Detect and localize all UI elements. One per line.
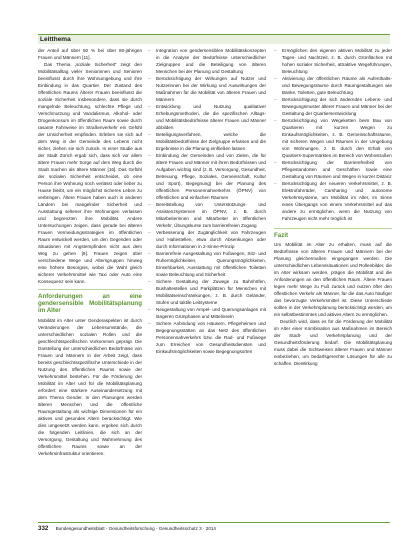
list-item: – Sichere Gestaltung der Zuwege zu Bahnhöfen, Bushaltestellen und Parkplätzen für Menschen mit Mobilitätseinschränkungen, z. B. durch Geländer, Stufen und taktile Leitsysteme — [148, 278, 266, 306]
list-item: – Neugestaltung von Ampel- und Querungsanlagen mit längeren Grünphasen und Mittelinseln — [148, 306, 266, 320]
section-label: Leitthema — [40, 36, 71, 43]
paragraph: Deutlich wird, dass es für die Förderung der Mobilität im Alter einer Kombination aus Maßnahmen im Bereich der Stadt- und Verkehrsplanung und der Gesundheitsförderung bedarf. Die Mobilitätsplanung muss dabei die Sichtweisen älterer Frauen und Männer einbeziehen, um bedarfsgerechte Lösungen für alle zu schaffen. DieWirkung — [274, 319, 392, 367]
list-item: – Bereitstellung von Unterstützungs- und Assistenzsystemen im ÖPNV, z. B. durch Mitarbeiterinnen und Mitarbeiter im öffentlichen Verkehr, Übungskurse zum barrierefreien Zugang — [148, 201, 266, 229]
list-item: – Berücksichtigung von Wegeketten beim Bau von Quartieren mit kurzen Wegen zu Einkaufsmöglichkeiten, z. B. Gemeinschaftsräume, mit sicheren Wegen und Räumen in der Umgebung von Wohnungen, z. B. durch den Erhalt von Quartiers-Supermärkten im Bereich von Wohnstraßen — [274, 117, 392, 159]
paragraph: Um Mobilität im Alter zu erhalten, muss auf die Bedürfnisse von älteren Frauen und Männern bei der Planung gleichermaßen eingegangen werden. Die unterschiedlichen Lebenssituationen und Rollenbilder, die im Alter wirksam werden, prägen die Mobilität und die Anforderungen an den öffentlichen Raum. Ältere Frauen legen mehr Wege zu Fuß zurück und nutzen öfter den öffentlichen Verkehr als Männer, für die das Auto häufiger das bevorzugte Verkehrsmittel ist. Diese Unterschiede sollten in der Verkehrsplanung berücksichtigt werden, um ein selbstbestimmtes und aktives Altern zu ermöglichen. — [274, 242, 392, 318]
paragraph: Das Thema „soziale Sicherheit“ zeigt den Mobilitätsalltag vieler Seniorinnen und Senioren beeinflusst durch ihre Wohnumgebung und ihre Einbindung in das Quartier. Der Zustand des öffentlichen Raums Älterer Frauen beeinflusst die soziale Sicherheit insbesondere, dass sie durch mangelnde Beleuchtung, schlechte Pflege und Verschmutzung und Vandalismus, Alkohol- oder Drogenkonsum im öffentlichen Raum sowie durch rasante Fahrweise im Straßenverkehr ein Gefühl der Unsicherheit empfinden. Erleben sie sich auf dem Weg in der Gemeinde des Lebens nicht sicher, ziehen sie sich zurück. In einer Studie aus der Stadt Zürich ergab sich, dass sich vor allem ältere Frauen mehr Sorge auf dem Weg durch die Stadt machen als ältere Männer [16]. Das Gefühl der sozialen Sicherheit entscheidet, ob eine Person ihre Wohnung noch verlässt oder lieber zu Hause bleibt, um ein möglichst sicheres Leben zu verbringen. Ältere Frauen haben auch in anderen Ländern bei mangelnder Sicherheit und Ausstattung seltener ihre Wohnungen verlassen und begrenzten ihre Mobilität. Andere Untersuchungen zeigen, dass gerade bei älteren Frauen Vermeidungsstrategien im öffentlichen Raum entwickelt werden, um den Gegenden oder Situationen mit Angstempfinden nicht aus dem Weg zu gehen [9]. Frauen zeigen über verschiedene Wege und Altersgruppen hinweg eine höhere Besorgnis, wobei die Wahl gleich sicherer Verkehrsmittel wie Taxi oder Auto eine Konsequenz sein kann. — [38, 62, 142, 284]
list-item: – Berücksichtigung der neueren Verkehrsmittel, z. B. Elektrofahrräder, Carsharing und autonome Verkehrssysteme, um Mobilität im Alter, im Sinne eines Übergangs von einem Verkehrsmittel auf das andere zu ermöglichen, wenn die Nutzung von Fahrzeugen nicht mehr möglich ist — [274, 180, 392, 222]
paragraph: Mobilität im Alter unter Genderaspekten ist durch Veränderungen der Lebensumstände, die unterschiedlichen sozialen Rollen und die geschlechtsspezifischen Vorkommen geprägt. Die Darstellung der unterschiedlichen Bedürfnisse von Frauen und Männern in der Arbeit zeigt, dass bereits geschlechtsspezifische Unterschiede in der Nutzung des öffentlichen Raums sowie der Verkehrsmittel bestehen. Für die Förderung der Mobilität im Alter und für die Mobilitätsplanung erfordert eine stärkere Auseinandersetzung mit dem Thema Gender. In den Planungen werden älteren Menschen und die öffentliche Raumgestaltung als wichtige Dimensionen für ein aktives und gesundes Altern berücksichtigt. Wie dies umgesetzt werden kann, ergeben sich durch die folgenden Leitlinien, die sich an der Versorgung, Gestaltung und Wahrnehmung des öffentlichen Raums sowie an der Verkehrsinfrastruktur orientieren. — [38, 317, 142, 456]
list-item: – Verbesserung der Zugänglichkeit von Fahrzeugen und Haltestellen, etwa durch Absenkungen oder durch Informationen in 2-Sinne-Prinzip — [148, 229, 266, 250]
paragraph: der Anteil auf über 50 % bei über 80-jährigen Frauen und Männern [11]. — [38, 48, 142, 60]
journal-citation: Bundesgesundheitsblatt - Gesundheitsforschung - Gesundheitsschutz 3 · 2014 — [55, 526, 216, 531]
list-item: – Ermöglichen des eigenen aktiven Mobilität zu jeder Tages- und Nachtzeit, z. B. durch Grünflächen mit hohen sozialer Sicherheit, attraktive Wegeführungen, Beleuchtung — [274, 47, 392, 75]
list-item: – Integration von gendersensiblen Mobilitätskonzepten in die Analyse der Bedürfnisse unterschiedlicher Zielgruppen und die Beteiligung von älteren Menschen bei der Planung und Gestaltung — [148, 47, 266, 75]
column-right — [274, 47, 392, 367]
list-item: – Berücksichtigung der sich ändernden Lebens- und Bewegungsmuster älterer Frauen und Männer bei der Gestaltung der Quartiersentwicklung — [274, 96, 392, 117]
page-number: 332 — [38, 525, 49, 532]
section-label-bar — [38, 34, 390, 44]
page-footer — [38, 522, 390, 532]
recommendation-list — [148, 47, 266, 355]
section-heading-box — [274, 228, 392, 239]
column-left — [38, 47, 142, 457]
recommendation-list — [274, 47, 392, 222]
column-middle — [148, 47, 266, 355]
list-item: – Beteiligungsverfahren, welche die Mobilitätsbedürfnisse der Zielgruppe erfassen und die Ergebnisse in die Planung einfließen lassen — [148, 131, 266, 152]
list-item: – Entwicklung und Nutzung qualitativer Erhebungsmethoden, die die spezifischen Alltags- und Mobilitätsbedürfnisse älterer Frauen und Männer abbilden — [148, 103, 266, 131]
section-heading: Fazit — [274, 232, 289, 239]
section-heading: Anforderungen an eine gendersensible Mobilitätsplanung im Alter — [38, 293, 142, 315]
list-item: – Berücksichtigung der Barrierefreiheit von Pflegestandorten und Geschäften sowie eine Gestaltung von Räumen und Wegen in kurzer Distanz — [274, 159, 392, 180]
section-heading-box — [38, 289, 142, 315]
list-item: – Barrierefreie Ausgestaltung von Fußwegen, Sitz- und Ruhemöglichkeiten, Querungsmöglichkeiten, Einsehbarkeit, Ausstattung mit öffentlichen Toiletten sowie Beleuchtung und Sicherheit — [148, 250, 266, 278]
list-item: – Berücksichtigung der Wirkungen auf Nutzer und Nutzerinnen bei der Wirkung und Auswirkungen der Maßnahmen für die Mobilität von älteren Frauen und Männern — [148, 75, 266, 103]
list-item: – Einbindung der Gemeinden und von Zielen, die für ältere Frauen und Männer mit ihren Bedürfnissen und Aufgaben wichtig sind (z. B. Versorgung, Gesundheit, Betreuung, Pflege, Soziales, Gemeinschaft, Kultur und Sport), Begegnung) bei der Planung des öffentlichen Personennahverkehrs (ÖPNV) von öffentlichen und einfachen Räumen — [148, 152, 266, 201]
list-item: – Sichere Anbindung von Häusern, Pflegeheimen und Begegnungsstätten an das Netz des öffentlichen Personennahverkehrs bzw. die Rad- und Fußwege zum Erreichen von Gesundheitsdiensten und Einkaufsmöglichkeiten sowie Begegnungsorten — [148, 320, 266, 355]
list-item: – Aktivierung der öffentlichen Räume als Aufenthalts- und Bewegungsräume durch Raumgestaltungen wie Bänke, Toiletten, gute Beleuchtung — [274, 75, 392, 96]
